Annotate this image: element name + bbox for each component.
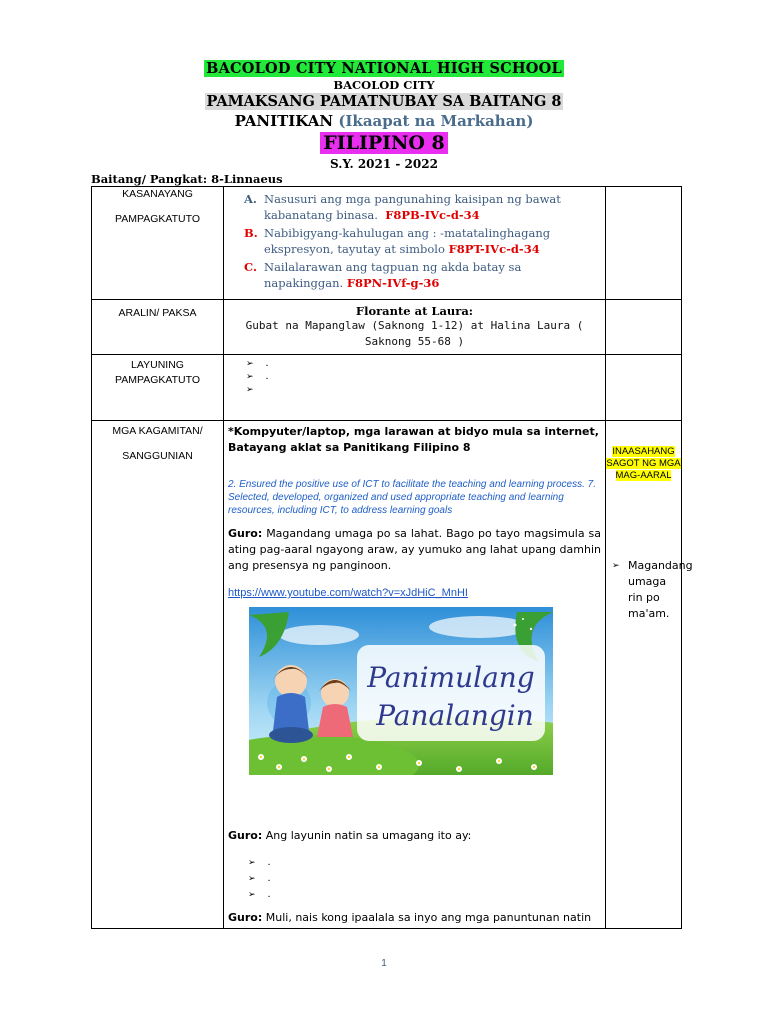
list-item: ➢ . [248,856,271,868]
objective-item-c: C. Nailalarawan ang tagpuan ng akda batay sa napakinggan. F8PN-IVf-g-36 [244,260,522,290]
kasanayang-label-cell [92,187,224,300]
table-row-kagamitan [92,421,682,929]
markahan-label: (Ikaapat na Markahan) [338,112,534,130]
image-title-line1: Panimulang [367,661,535,694]
topic-subtitle: Gubat na Mapanglaw (Saknong 1-12) at Halina Laura ( Saknong 55-68 ) [245,319,584,348]
kagamitan-label: MGA KAGAMITAN/ [112,425,203,437]
pampagkatuto-label: PAMPAGKATUTO [115,374,200,386]
kagamitan-label-cell [92,421,224,929]
list-item: ➢ . [248,888,271,900]
list-item: ➢ . [248,872,271,884]
panuntunan-reminder: Guro: Muli, nais kong ipaalala sa inyo ang mga panuntunan natin [228,911,592,924]
layunin-bullets [224,852,605,902]
list-item: ➢ . [246,357,269,369]
aralin-label: ARALIN/ PAKSA [118,307,197,319]
competency-code: F8PB-IVc-d-34 [385,208,480,222]
layunin-label-cell [92,355,224,421]
document-title: PAMAKSANG PAMATNUBAY SA BAITANG 8 [206,93,562,110]
kagamitan-content-cell [224,421,606,929]
empty-cell [606,355,682,421]
expected-answer: ➢ Magandang umaga rin po ma'am. [612,559,693,620]
panitikan-heading [0,112,768,130]
grade-section: Baitang/ Pangkat: 8-Linnaeus [91,172,283,186]
image-title-line2: Panalangin [376,699,534,732]
materials-text: *Kompyuter/laptop, mga larawan at bidyo mula sa internet, Batayang aklat sa Panitikang Filipino 8 [228,425,599,454]
sanggunian-label: SANGGUNIAN [122,450,193,462]
layunin-bullet-list [224,355,605,396]
arrow-bullet-icon: ➢ [248,857,256,867]
school-year: S.Y. 2021 - 2022 [330,157,438,171]
arrow-bullet-icon: ➢ [246,358,254,368]
topic-title: Florante at Laura: [355,304,474,318]
objectives-list [224,187,605,291]
arrow-bullet-icon: ➢ [246,384,254,394]
school-city: BACOLOD CITY [333,78,435,92]
arrow-bullet-icon: ➢ [612,561,620,571]
kasanayang-label: KASANAYANG [122,188,193,200]
competency-code: F8PT-IVc-d-34 [448,242,540,256]
arrow-bullet-icon: ➢ [246,371,254,381]
pampagkatuto-label: PAMPAGKATUTO [115,213,200,225]
lesson-plan-table [91,186,693,929]
objective-item-b: B. Nabibigyang-kahulugan ang : -matatalinghagang ekspresyon, tayutay at simbolo F8PT-IVc-d-34 [244,226,551,256]
aralin-content-cell [224,300,606,355]
list-item: ➢ . [246,370,269,382]
empty-cell [606,300,682,355]
layunin-intro: Guro: Ang layunin natin sa umagang ito ay: [228,829,472,842]
inaasahang-sagot-cell [606,421,693,929]
guro-greeting: Guro: Magandang umaga po sa lahat. Bago po tayo magsimula sa ating pag-aaral ngayong araw, ay yumuko ang lahat upang damhin ang presensya ng panginoon. [228,527,601,572]
school-name: BACOLOD CITY NATIONAL HIGH SCHOOL [206,60,562,77]
table-row-aralin [92,300,682,355]
panimulang-panalangin-image [249,607,553,775]
kasanayang-content-cell [224,187,606,300]
aralin-label-cell [92,300,224,355]
layunin-content-cell [224,355,606,421]
youtube-link[interactable]: https://www.youtube.com/watch?v=xJdHiC_MnHI [228,587,468,599]
arrow-bullet-icon: ➢ [248,873,256,883]
empty-cell [606,187,682,300]
subject-title: FILIPINO 8 [0,132,768,154]
page-number: 1 [381,958,387,969]
objective-item-a: A. Nasusuri ang mga pangunahing kaisipan ng bawat kabanatang binasa. F8PB-IVc-d-34 [244,192,561,222]
inaasahang-sagot-heading: INAASAHANG SAGOT NG MGA MAG-AARAL [606,446,681,481]
layuning-label: LAYUNING [131,359,184,371]
table-row-layunin [92,355,682,421]
prayer-illustration [249,607,553,775]
ict-note: 2. Ensured the positive use of ICT to facilitate the teaching and learning process. 7. Selected, developed, organized and used appropriate teaching and learning resources, including ICT, to address learning goals [228,479,596,516]
arrow-bullet-icon: ➢ [248,889,256,899]
competency-code: F8PN-IVf-g-36 [346,276,440,290]
table-row-kasanayang [92,187,682,300]
panitikan-label: PANITIKAN [234,112,334,130]
list-item [246,383,605,396]
